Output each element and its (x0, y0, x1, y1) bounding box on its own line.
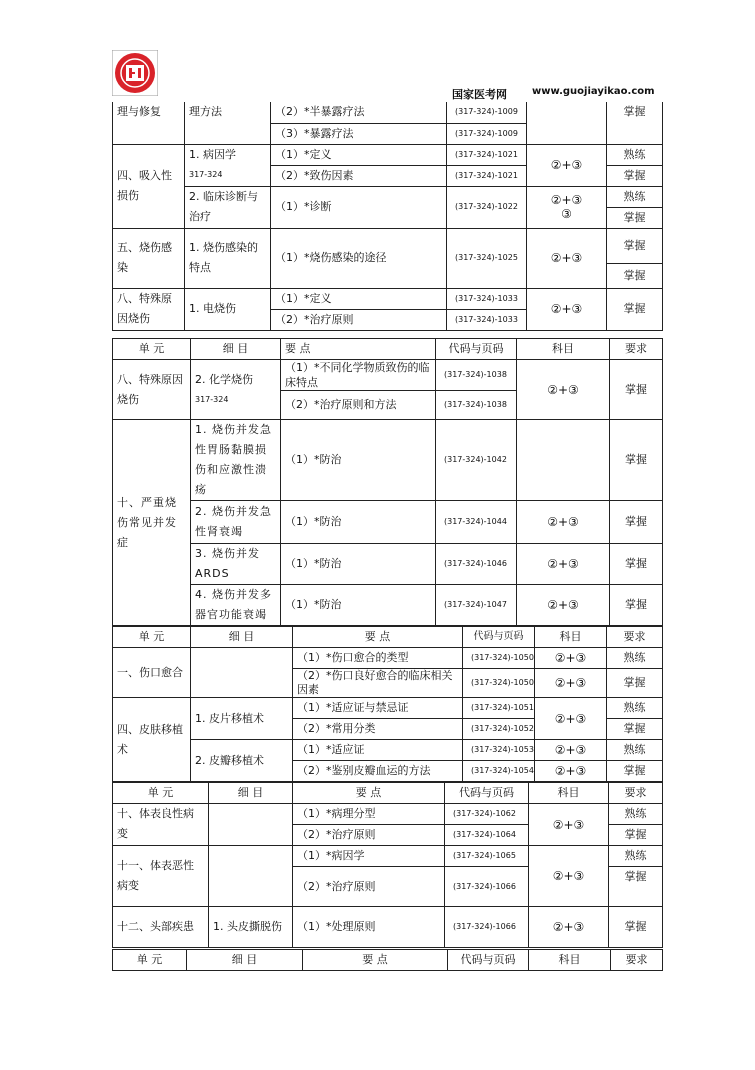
detail-cell: 1. 头皮撕脱伤 (209, 907, 293, 948)
point-cell: （2）*半暴露疗法 (271, 102, 447, 123)
point-cell: （1）*定义 (271, 144, 447, 165)
code-cell: (317-324)-1050 (463, 648, 535, 669)
header-requirement: 要求 (609, 783, 663, 804)
subject-cell: ②+③ (517, 544, 610, 585)
point-cell: （1）*病因学 (293, 846, 445, 867)
subject-label: ②+③ (550, 193, 583, 207)
unit-cell: 四、吸入性损伤 (113, 144, 185, 228)
requirement-cell: 掌握 (607, 102, 663, 144)
point-cell: （1）*防治 (281, 544, 436, 585)
subject-cell (527, 186, 607, 228)
subject-cell: ②+③ (517, 585, 610, 626)
requirement-cell: 掌握 (609, 825, 663, 846)
point-cell: （1）*烧伤感染的途径 (271, 228, 447, 288)
unit-cell: 十、严重烧伤常见并发症 (113, 420, 191, 626)
header-unit: 单 元 (113, 339, 191, 360)
table-header-row (113, 950, 663, 971)
unit-cell: 一、伤口愈合 (113, 648, 191, 698)
requirement-cell: 熟练 (609, 846, 663, 867)
header-detail: 细 目 (191, 627, 293, 648)
unit-cell: 理与修复 (113, 102, 185, 144)
subject-cell: ②+③ (529, 907, 609, 948)
code-cell: (317-324)-1050 (463, 669, 535, 698)
requirement-cell: 熟练 (609, 804, 663, 825)
subject-cell: ②+③ (535, 761, 607, 782)
code-cell: (317-324)-1042 (436, 420, 517, 501)
header-detail: 细 目 (187, 950, 303, 971)
code-cell: (317-324)-1064 (445, 825, 529, 846)
requirement-cell: 掌握 (610, 360, 663, 420)
code-cell: (317-324)-1066 (445, 907, 529, 948)
code-cell: (317-324)-1009 (447, 102, 527, 123)
code-cell: (317-324)-1047 (436, 585, 517, 626)
detail-cell (191, 648, 293, 698)
table-row (113, 420, 663, 501)
requirement-cell: 掌握 (610, 585, 663, 626)
detail-cell (185, 144, 271, 186)
requirement-cell: 掌握 (607, 669, 663, 698)
subject-cell: ②+③ (535, 698, 607, 740)
table-row (113, 360, 663, 391)
site-name: 国家医考网 (452, 88, 507, 101)
code-cell: (317-324)-1038 (436, 360, 517, 391)
subject-label: ③ (561, 207, 572, 221)
requirement-cell: 掌握 (607, 761, 663, 782)
detail-cell: 2. 临床诊断与治疗 (185, 186, 271, 228)
requirement-cell: 掌握 (607, 207, 663, 228)
subject-cell: ②+③ (517, 360, 610, 420)
point-cell: （1）*病理分型 (293, 804, 445, 825)
header-detail: 细 目 (209, 783, 293, 804)
code-cell: (317-324)-1021 (447, 165, 527, 186)
table-block-4 (112, 782, 663, 948)
header-subject: 科目 (535, 627, 607, 648)
header-code: 代码与页码 (445, 783, 529, 804)
site-url[interactable]: www.guojiayikao.com (532, 86, 655, 97)
code-cell: (317-324)-1052 (463, 719, 535, 740)
unit-cell: 四、皮肤移植术 (113, 698, 191, 782)
table-header-row (113, 339, 663, 360)
header-code: 代码与页码 (436, 339, 517, 360)
code-cell: (317-324)-1065 (445, 846, 529, 867)
table-row (113, 740, 663, 761)
point-cell: （1）*适应证与禁忌证 (293, 698, 463, 719)
subject-cell: ②+③ (535, 648, 607, 669)
table-row (113, 585, 663, 626)
table-block-1 (112, 102, 663, 331)
header-points: 要 点 (293, 783, 445, 804)
header-unit: 单 元 (113, 627, 191, 648)
point-cell: （2）*治疗原则 (271, 309, 447, 330)
point-cell: （1）*不同化学物质致伤的临床特点 (281, 360, 436, 391)
table-row (113, 544, 663, 585)
detail-label: 2. 化学烧伤 (195, 372, 253, 386)
subject-cell (527, 102, 607, 144)
subject-cell: ②+③ (535, 669, 607, 698)
point-cell: （2）*治疗原则 (293, 825, 445, 846)
detail-code: 317-324 (195, 394, 229, 404)
detail-label: 1. 病因学 (189, 148, 236, 161)
detail-cell (209, 804, 293, 846)
table-row (113, 186, 663, 207)
header-code: 代码与页码 (448, 950, 529, 971)
point-cell: （1）*定义 (271, 288, 447, 309)
subject-cell: ②+③ (529, 846, 609, 907)
code-cell: (317-324)-1054 (463, 761, 535, 782)
detail-cell: 3. 烧伤并发ARDS (191, 544, 281, 585)
requirement-cell: 熟练 (607, 648, 663, 669)
table-row (113, 648, 663, 669)
point-cell: （2）*常用分类 (293, 719, 463, 740)
table-row (113, 907, 663, 948)
code-cell: (317-324)-1021 (447, 144, 527, 165)
header-requirement: 要求 (607, 627, 663, 648)
header-requirement: 要求 (611, 950, 663, 971)
code-cell: (317-324)-1038 (436, 391, 517, 420)
header-subject: 科目 (517, 339, 610, 360)
point-cell: （2）*伤口良好愈合的临床相关因素 (293, 669, 463, 698)
header-detail: 细 目 (191, 339, 281, 360)
code-cell: (317-324)-1025 (447, 228, 527, 288)
requirement-cell: 掌握 (609, 867, 663, 907)
detail-cell: 1. 烧伤感染的特点 (185, 228, 271, 288)
subject-cell: ②+③ (527, 288, 607, 330)
point-cell: （2）*致伤因素 (271, 165, 447, 186)
subject-cell: ②+③ (527, 228, 607, 288)
unit-cell: 十一、体表恶性病变 (113, 846, 209, 907)
table-row (113, 804, 663, 825)
point-cell: （1）*防治 (281, 420, 436, 501)
subject-cell: ②+③ (517, 501, 610, 544)
header-unit: 单 元 (113, 950, 187, 971)
requirement-cell: 掌握 (610, 501, 663, 544)
unit-cell: 八、特殊原因烧伤 (113, 288, 185, 330)
detail-cell: 4. 烧伤并发多器官功能衰竭 (191, 585, 281, 626)
subject-cell: ②+③ (527, 144, 607, 186)
code-cell: (317-324)-1022 (447, 186, 527, 228)
detail-cell: 1. 皮片移植术 (191, 698, 293, 740)
table-header-row (113, 783, 663, 804)
point-cell: （1）*防治 (281, 501, 436, 544)
code-cell: (317-324)-1044 (436, 501, 517, 544)
unit-cell: 十二、头部疾患 (113, 907, 209, 948)
table-block-5 (112, 949, 663, 971)
table-row (113, 288, 663, 309)
point-cell: （1）*防治 (281, 585, 436, 626)
requirement-cell: 熟练 (607, 144, 663, 165)
code-cell: (317-324)-1009 (447, 123, 527, 144)
point-cell: （2）*治疗原则 (293, 867, 445, 907)
detail-cell: 1. 烧伤并发急性胃肠黏膜损伤和应激性溃疡 (191, 420, 281, 501)
detail-cell (209, 846, 293, 907)
detail-cell: 1. 电烧伤 (185, 288, 271, 330)
requirement-cell: 熟练 (607, 698, 663, 719)
header-unit: 单 元 (113, 783, 209, 804)
subject-cell (517, 420, 610, 501)
requirement-cell: 掌握 (609, 907, 663, 948)
header-requirement: 要求 (610, 339, 663, 360)
requirement-cell: 掌握 (607, 719, 663, 740)
detail-cell: 理方法 (185, 102, 271, 144)
code-cell: (317-324)-1062 (445, 804, 529, 825)
point-cell: （1）*伤口愈合的类型 (293, 648, 463, 669)
logo-icon (112, 50, 158, 96)
point-cell: （2）*鉴别皮瓣血运的方法 (293, 761, 463, 782)
header-points: 要 点 (303, 950, 448, 971)
header-subject: 科目 (529, 950, 611, 971)
point-cell: （1）*诊断 (271, 186, 447, 228)
point-cell: （1）*适应证 (293, 740, 463, 761)
requirement-cell: 掌握 (607, 165, 663, 186)
code-cell: (317-324)-1033 (447, 309, 527, 330)
table-row (113, 228, 663, 263)
unit-cell: 五、烧伤感染 (113, 228, 185, 288)
table-row (113, 501, 663, 544)
code-cell: (317-324)-1051 (463, 698, 535, 719)
code-cell: (317-324)-1046 (436, 544, 517, 585)
table-row (113, 102, 663, 123)
requirement-cell: 熟练 (607, 740, 663, 761)
requirement-cell: 掌握 (610, 544, 663, 585)
detail-code: 317-324 (189, 170, 223, 179)
table-row (113, 144, 663, 165)
table-header-row (113, 627, 663, 648)
table-row (113, 698, 663, 719)
point-cell: （3）*暴露疗法 (271, 123, 447, 144)
table-block-3 (112, 626, 663, 782)
code-cell: (317-324)-1033 (447, 288, 527, 309)
table-row (113, 846, 663, 867)
point-cell: （1）*处理原则 (293, 907, 445, 948)
unit-cell: 八、特殊原因烧伤 (113, 360, 191, 420)
header-points: 要 点 (281, 339, 436, 360)
code-cell: (317-324)-1053 (463, 740, 535, 761)
detail-cell: 2. 皮瓣移植术 (191, 740, 293, 782)
detail-cell (191, 360, 281, 420)
point-cell: （2）*治疗原则和方法 (281, 391, 436, 420)
table-block-2 (112, 338, 663, 626)
subject-cell: ②+③ (529, 804, 609, 846)
unit-cell: 十、体表良性病变 (113, 804, 209, 846)
code-cell: (317-324)-1066 (445, 867, 529, 907)
header-points: 要 点 (293, 627, 463, 648)
header-code: 代码与页码 (463, 627, 535, 648)
requirement-cell: 掌握 (610, 420, 663, 501)
requirement-cell: 掌握 (607, 228, 663, 263)
requirement-cell: 掌握 (607, 288, 663, 330)
detail-cell: 2. 烧伤并发急性肾衰竭 (191, 501, 281, 544)
requirement-cell: 掌握 (607, 263, 663, 288)
requirement-cell: 熟练 (607, 186, 663, 207)
header-subject: 科目 (529, 783, 609, 804)
subject-cell: ②+③ (535, 740, 607, 761)
